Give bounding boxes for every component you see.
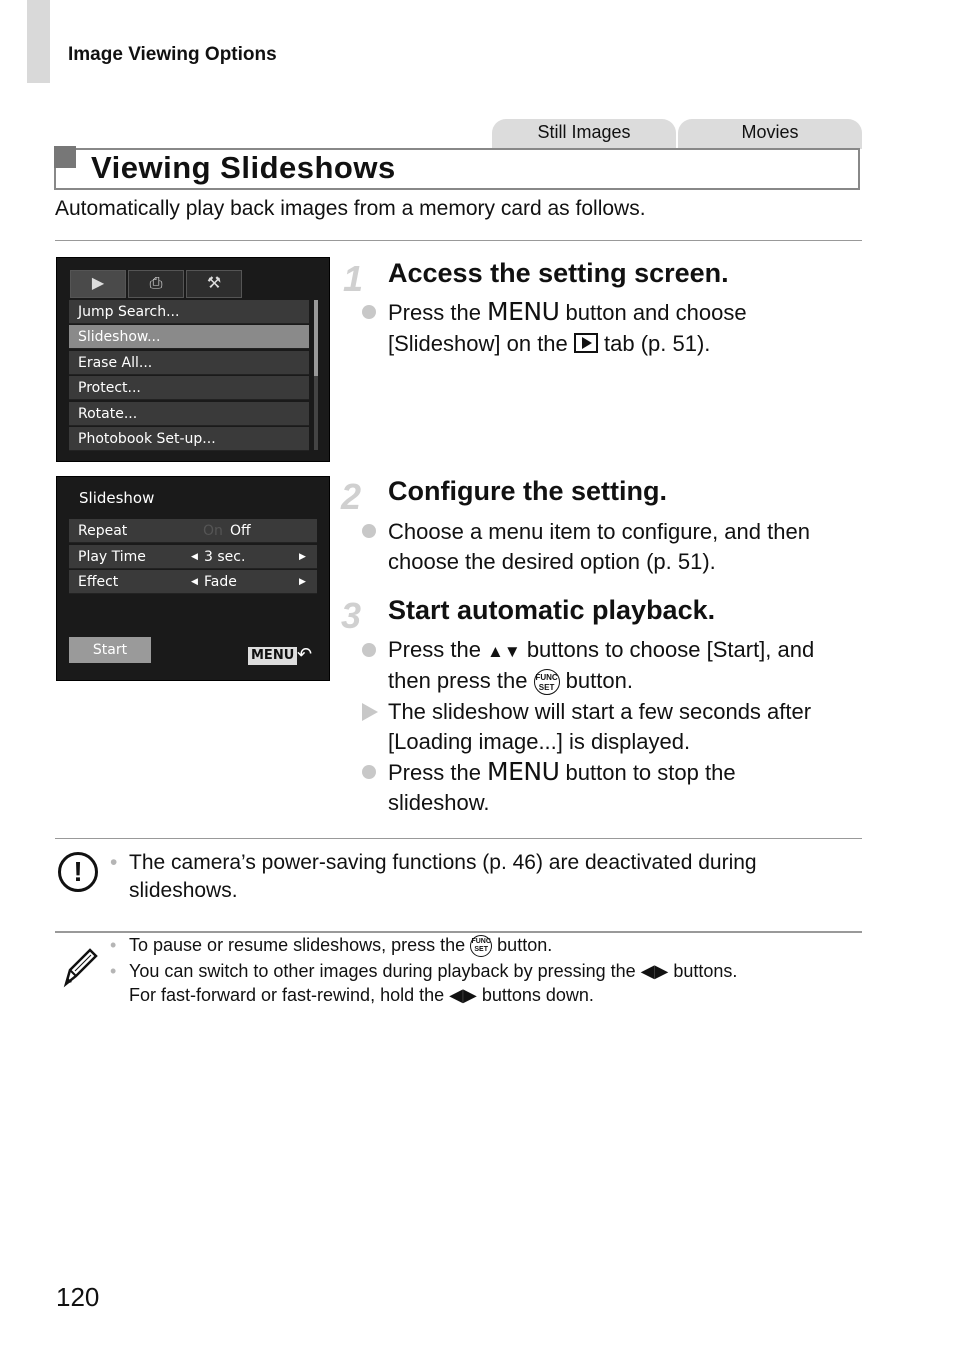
tab-movies: Movies: [678, 119, 862, 149]
right-arrow-icon: ▶: [299, 552, 306, 562]
setting-value-dim: On: [203, 523, 223, 539]
right-arrow-icon: ▶: [299, 577, 306, 587]
step3-b3-line2: slideshow.: [388, 790, 490, 815]
settings-tab-icon: ⚒: [186, 270, 242, 298]
step2-line1: Choose a menu item to configure, and then: [388, 519, 810, 544]
caution-line1: The camera’s power-saving functions (p. 46) are deactivated during: [129, 851, 757, 874]
screen-title: Slideshow: [79, 489, 155, 507]
step-number-1: 1: [343, 258, 364, 299]
step1-line2: [Slideshow] on the tab (p. 51).: [388, 331, 711, 356]
tab-still-images: Still Images: [492, 119, 676, 149]
step3-b2-line1: The slideshow will start a few seconds after: [388, 699, 812, 724]
page-title: Viewing Slideshows: [91, 150, 396, 185]
tip-line3: For fast-forward or fast-rewind, hold the ◀▶ buttons down.: [129, 985, 594, 1005]
step2-line2: choose the desired option (p. 51).: [388, 549, 716, 574]
left-arrow-icon: ◀: [191, 552, 198, 562]
playback-tab-icon: ▶: [70, 270, 126, 298]
bullet-dot: •: [110, 961, 117, 981]
title-square-icon: [54, 146, 76, 168]
func-set-button-icon: FUNC SET: [470, 935, 492, 957]
setting-label: Effect: [78, 574, 119, 590]
caution-icon: !: [58, 852, 98, 892]
setting-value: Fade: [204, 574, 237, 590]
menu-word-icon: MENU: [487, 757, 560, 786]
step1-line1: Press the MENU button and choose: [388, 297, 747, 326]
bullet-dot: •: [110, 851, 118, 874]
step3-b1-line2: then press the FUNC SET button.: [388, 666, 633, 696]
menu-word-icon: MENU: [487, 297, 560, 326]
bullet-dot: [362, 305, 376, 319]
up-down-arrow-icon: ▲▼: [487, 642, 521, 661]
tip-line1: To pause or resume slideshows, press the FUNC SET button.: [129, 933, 552, 958]
pencil-icon: [58, 944, 100, 992]
setting-label: Repeat: [78, 523, 128, 539]
menu-item-rotate: Rotate...: [69, 402, 309, 426]
menu-button-icon: MENU: [248, 647, 297, 665]
playback-tab-icon: [574, 333, 598, 353]
step3-b3-line1: Press the MENU button to stop the: [388, 757, 736, 786]
slideshow-settings-screen: [56, 476, 330, 681]
step-title-3: Start automatic playback.: [388, 595, 716, 625]
step-title-1: Access the setting screen.: [388, 258, 729, 288]
left-arrow-icon: ◀: [191, 577, 198, 587]
caution-line2: slideshows.: [129, 879, 238, 902]
menu-item-erase-all: Erase All...: [69, 351, 309, 375]
left-right-arrow-icon: ◀▶: [449, 985, 477, 1005]
func-set-button-icon: FUNC SET: [534, 669, 560, 695]
start-button: Start: [69, 637, 151, 663]
menu-item-photobook: Photobook Set-up...: [69, 427, 309, 451]
bullet-dot: •: [110, 935, 117, 955]
intro-text: Automatically play back images from a memory card as follows.: [55, 197, 646, 220]
scrollbar: [314, 300, 318, 450]
bullet-dot: [362, 524, 376, 538]
step-number-2: 2: [341, 476, 362, 517]
bullet-dot: [362, 643, 376, 657]
setting-row-effect: [69, 570, 317, 594]
step3-b1-line1: Press the ▲▼ buttons to choose [Start], and: [388, 637, 815, 662]
menu-item-slideshow: Slideshow...: [69, 325, 309, 349]
divider: [55, 240, 862, 241]
result-arrow-icon: [362, 703, 378, 721]
setting-row-repeat: [69, 519, 317, 543]
menu-item-jump-search: Jump Search...: [69, 300, 309, 324]
step-title-2: Configure the setting.: [388, 476, 667, 506]
camera-menu-screen: [56, 257, 330, 462]
section-marker: [27, 0, 50, 83]
tip-line2: You can switch to other images during playback by pressing the ◀▶ buttons.: [129, 961, 738, 981]
left-right-arrow-icon: ◀▶: [640, 961, 669, 981]
menu-item-protect: Protect...: [69, 376, 309, 400]
step-number-3: 3: [341, 595, 362, 636]
bullet-dot: [362, 765, 376, 779]
setting-value: Off: [230, 523, 251, 539]
divider: [55, 838, 862, 839]
step3-b2-line2: [Loading image...] is displayed.: [388, 729, 691, 754]
setting-label: Play Time: [78, 549, 146, 565]
setting-row-play-time: [69, 545, 317, 569]
page-number: 120: [56, 1282, 100, 1312]
print-tab-icon: ⎙: [128, 270, 184, 298]
setting-value: 3 sec.: [204, 549, 246, 565]
return-icon: ↶: [297, 644, 313, 664]
section-header: Image Viewing Options: [68, 44, 277, 65]
